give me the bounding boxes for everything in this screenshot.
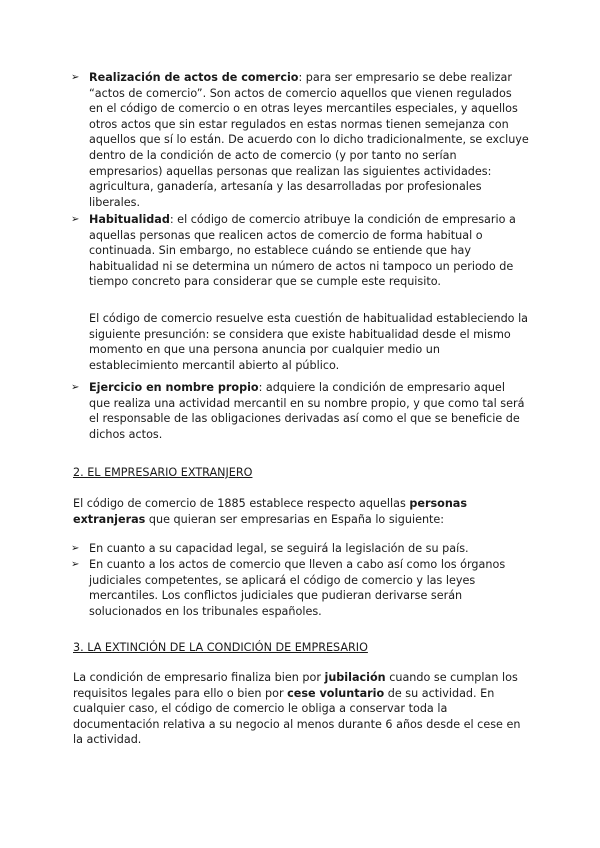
- para-bold-cese: cese voluntario: [287, 686, 385, 700]
- bullet-ejercicio: [71, 380, 529, 442]
- bullet-text: En cuanto a su capacidad legal, se seguirá la legislación de su país.: [89, 542, 469, 555]
- bullet-text: : adquiere la condición de empresario aquel que realiza una actividad mercantil en su nombre propio, y que como tal será el responsable de las obligaciones derivadas así como el que se beneficie de dichos actos.: [89, 381, 525, 441]
- para-text-end: de su actividad. En cualquier caso, el código de comercio le obliga a conservar toda la documentación relativa a su negocio al menos durante 6 años desde el cese en la actividad.: [73, 686, 521, 747]
- bullet-text: : el código de comercio atribuye la condición de empresario a aquellas personas que realicen actos de comercio de forma habitual o continuada. Sin embargo, no establece cuándo se entiende que hay habitualidad ni se determina un número de actos ni tampoco un periodo de tiempo concreto para considerar que se cumple este requisito.: [89, 213, 516, 289]
- extranjero-item-1: [71, 541, 529, 557]
- bullet-bold-term: Realización de actos de comercio: [89, 71, 299, 84]
- section3-paragraph: [73, 670, 529, 748]
- extranjero-item-2: [71, 557, 529, 619]
- intro-text-end: que quieran ser empresarias en España lo siguiente:: [145, 512, 445, 526]
- bullet-bold-term: Habitualidad: [89, 213, 170, 226]
- habitualidad-note: El código de comercio resuelve esta cuestión de habitualidad estableciendo la siguiente presunción: se considera que existe habitualidad desde el mismo momento en que una persona anuncia por cualquier medio un establecimiento mercantil abierto al público.: [89, 312, 529, 372]
- bullet-bold-term: Ejercicio en nombre propio: [89, 381, 259, 394]
- section-heading-extincion: 3. LA EXTINCIÓN DE LA CONDICIÓN DE EMPRESARIO: [73, 641, 368, 654]
- bullet-text: : para ser empresario se debe realizar “actos de comercio”. Son actos de comercio aquellos que vienen regulados en el código de comercio o en otras leyes mercantiles especiales, y aquellos otros actos que sin estar regulados en estas normas tienen semejanza con aquellos que sí lo están. De acuerdo con lo dicho tradicionalmente, se excluye dentro de la condición de acto de comercio (y por tanto no serían empresarios) aquellas personas que realizan las siguientes actividades: agricultura, ganadería, artesanía y las desarrolladas por profesionales liberales.: [89, 71, 529, 209]
- para-text: La condición de empresario finaliza bien por: [73, 671, 325, 684]
- para-bold-jubilacion: jubilación: [324, 671, 386, 684]
- section2-intro: [73, 496, 529, 527]
- bullet-text: En cuanto a los actos de comercio que lleven a cabo así como los órganos judiciales competentes, se aplicará el código de comercio y las leyes mercantiles. Los conflictos judiciales que pudieran derivarse serán solucionados en los tribunales españoles.: [89, 558, 506, 618]
- intro-text: El código de comercio de 1885 establece respecto aquellas: [73, 497, 410, 510]
- arrow-bullet-icon: ➢: [71, 559, 80, 570]
- para-text-mid: cuando se cumplan los requisitos legales para ello o bien por: [73, 671, 518, 700]
- bullet-habitualidad: [71, 212, 529, 290]
- intro-bold: personas extranjeras: [73, 497, 467, 526]
- arrow-bullet-icon: ➢: [71, 72, 80, 83]
- arrow-bullet-icon: ➢: [71, 543, 80, 554]
- arrow-bullet-icon: ➢: [71, 382, 80, 393]
- section-heading-extranjero: 2. EL EMPRESARIO EXTRANJERO: [73, 466, 253, 479]
- bullet-realizacion: [71, 70, 529, 210]
- arrow-bullet-icon: ➢: [71, 214, 80, 225]
